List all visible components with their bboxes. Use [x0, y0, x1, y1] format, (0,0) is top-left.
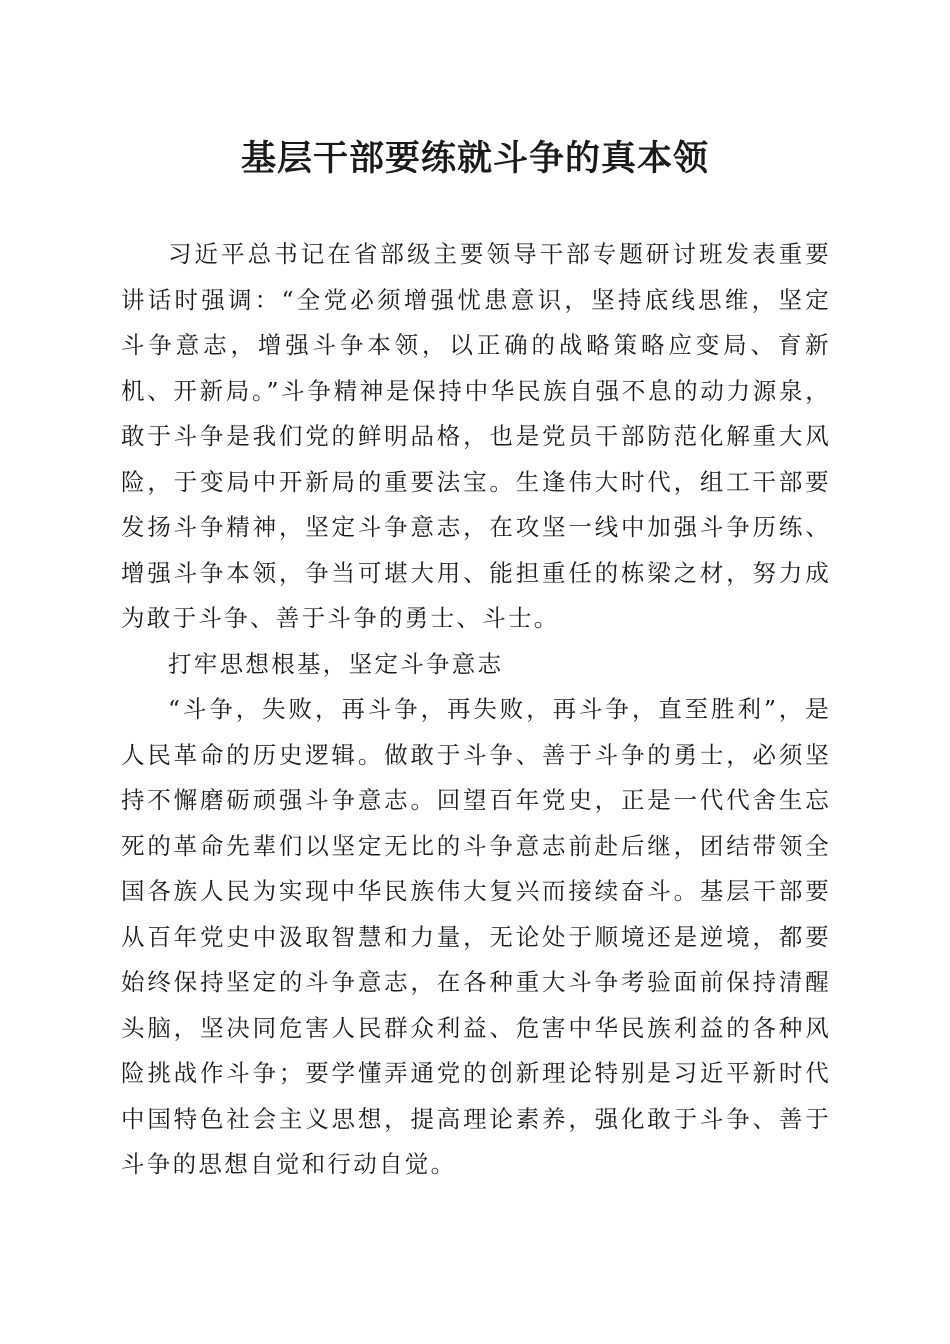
- paragraph-section-body: “斗争，失败，再斗争，再失败，再斗争，直至胜利”，是人民革命的历史逻辑。做敢于斗争、善于斗争的勇士，必须坚持不懈磨砺顽强斗争意志。回望百年党史，正是一代代舍生忘死的革命先辈们以坚定无比的斗争意志前赴后继，团结带领全国各族人民为实现中华民族伟大复兴而接续奋斗。基层干部要从百年党史中汲取智慧和力量，无论处于顺境还是逆境，都要始终保持坚定的斗争意志，在各种重大斗争考验面前保持清醒头脑，坚决同危害人民群众利益、危害中华民族利益的各种风险挑战作斗争；要学懂弄通党的创新理论特别是习近平新时代中国特色社会主义思想，提高理论素养，强化敢于斗争、善于斗争的思想自觉和行动自觉。: [121, 695, 831, 1178]
- section-heading: 打牢思想根基，坚定斗争意志: [168, 649, 504, 678]
- document-body: [121, 232, 831, 1188]
- document-title: 基层干部要练就斗争的真本领: [240, 138, 709, 179]
- paragraph-intro: 习近平总书记在省部级主要领导干部专题研讨班发表重要讲话时强调：“全党必须增强忧患意识，坚持底线思维，坚定斗争意志，增强斗争本领，以正确的战略策略应变局、育新机、开新局。”斗争精神是保持中华民族自强不息的动力源泉，敢于斗争是我们党的鲜明品格，也是党员干部防范化解重大风险，于变局中开新局的重要法宝。生逢伟大时代，组工干部要发扬斗争精神，坚定斗争意志，在攻坚一线中加强斗争历练、增强斗争本领，争当可堪大用、能担重任的栋梁之材，努力成为敢于斗争、善于斗争的勇士、斗士。: [121, 240, 831, 632]
